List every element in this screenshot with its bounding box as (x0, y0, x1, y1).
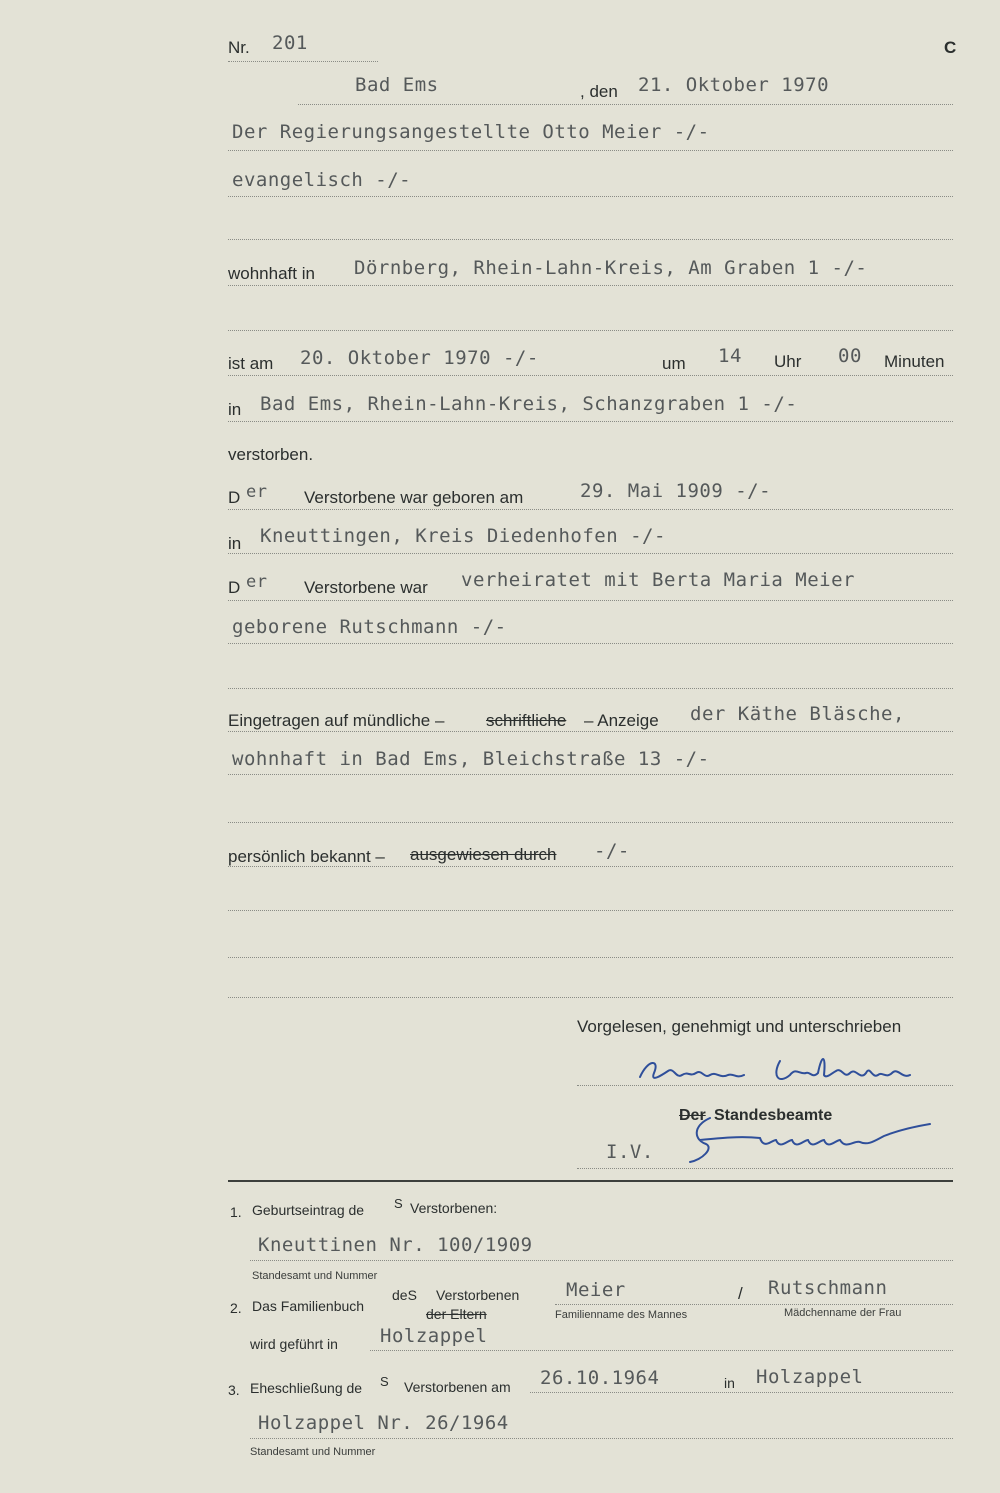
gefuehrt-value: Holzappel (380, 1325, 488, 1347)
geburtseintrag-label-a: Geburtseintrag de (252, 1202, 365, 1218)
marriage-label: Verstorbene war (304, 578, 428, 597)
marriage-in-label: in (724, 1375, 735, 1391)
husband-name: Meier (566, 1279, 626, 1301)
divider (250, 1438, 953, 1439)
divider (228, 600, 953, 601)
divider (228, 553, 953, 554)
death-date: 20. Oktober 1970 -/- (300, 347, 539, 369)
nr-value: 201 (272, 32, 308, 54)
wife-caption: Mädchenname der Frau (784, 1307, 902, 1319)
eheschliessung-label-a: Eheschließung de (250, 1380, 363, 1396)
vorgelesen-label: Vorgelesen, genehmigt und unterschrieben (577, 1017, 902, 1036)
uhr-label: Uhr (774, 352, 802, 371)
divider (228, 330, 953, 331)
registration-value-2: wohnhaft in Bad Ems, Bleichstraße 13 -/- (232, 748, 710, 770)
name-separator: / (738, 1284, 743, 1303)
verstorbenen-label: Verstorbenen (436, 1287, 520, 1303)
registration-strike: schriftliche (486, 711, 567, 730)
divider (228, 150, 953, 151)
divider (228, 421, 953, 422)
eheschliessung-value: Holzappel Nr. 26/1964 (258, 1412, 509, 1434)
divider (228, 61, 378, 62)
marriage-date: 26.10.1964 (540, 1367, 660, 1389)
divider (298, 104, 953, 105)
der-strike: Der (679, 1107, 706, 1124)
religion: evangelisch -/- (232, 169, 412, 191)
standesamt-caption-1: Standesamt und Nummer (252, 1270, 378, 1282)
marriage-prefix-d: D (228, 578, 241, 597)
birth-prefix-d: D (228, 488, 241, 507)
divider (555, 1304, 953, 1305)
death-hour: 14 (718, 345, 742, 367)
item-number-1: 1. (230, 1204, 242, 1220)
des-label: deS (392, 1287, 417, 1303)
registration-value-1: der Käthe Bläsche, (690, 703, 905, 725)
death-place: Bad Ems, Rhein-Lahn-Kreis, Schanzgraben 1 -/- (260, 393, 798, 415)
divider (370, 1350, 953, 1351)
birth-place: Kneuttingen, Kreis Diedenhofen -/- (260, 525, 666, 547)
ist-am-label: ist am (228, 354, 274, 373)
eltern-strike: der Eltern (426, 1306, 487, 1322)
known-strike: ausgewiesen durch (410, 845, 557, 864)
registration-label-a: Eingetragen auf mündliche – (228, 711, 445, 730)
wife-name: Rutschmann (768, 1277, 888, 1299)
minuten-label: Minuten (884, 352, 945, 371)
standesamt-caption-2: Standesamt und Nummer (250, 1446, 376, 1458)
divider (228, 196, 953, 197)
marriage-value-1: verheiratet mit Berta Maria Meier (461, 569, 855, 591)
marriage-prefix-er: er (246, 572, 268, 592)
known-value: -/- (594, 840, 630, 862)
in-label: in (228, 400, 242, 419)
standesbeamte-label: Standesbeamte (714, 1107, 833, 1124)
um-label: um (662, 354, 686, 373)
registration-label-b: – Anzeige (584, 711, 659, 730)
item-number-2: 2. (230, 1300, 242, 1316)
divider (228, 239, 953, 240)
marriage-place: Holzappel (756, 1366, 864, 1388)
verstorben-label: verstorben. (228, 445, 314, 464)
eheschliessung-s: S (380, 1374, 389, 1389)
birth-prefix-er: er (246, 482, 268, 502)
divider (228, 509, 953, 510)
familienbuch-label: Das Familienbuch (252, 1298, 365, 1314)
birth-in-label: in (228, 534, 242, 553)
divider (228, 822, 953, 823)
den-label: , den (580, 82, 618, 101)
person-line: Der Regierungsangestellte Otto Meier -/- (232, 121, 710, 143)
divider (228, 866, 953, 867)
geburtseintrag-label-b: Verstorbenen: (410, 1200, 498, 1216)
address: Dörnberg, Rhein-Lahn-Kreis, Am Graben 1 -/- (354, 257, 868, 279)
eheschliessung-label-b: Verstorbenen am (404, 1379, 511, 1395)
divider (577, 1168, 953, 1169)
divider (228, 957, 953, 958)
divider (228, 643, 953, 644)
divider (530, 1392, 953, 1393)
informant-signature (620, 1045, 940, 1095)
registrar-signature (680, 1110, 950, 1170)
item-number-3: 3. (228, 1382, 240, 1398)
place: Bad Ems (355, 74, 439, 96)
divider (577, 1085, 953, 1086)
section-rule (228, 1180, 953, 1182)
death-minutes: 00 (838, 345, 862, 367)
divider (228, 997, 953, 998)
known-label: persönlich bekannt – (228, 847, 385, 866)
divider (228, 688, 953, 689)
divider (228, 375, 953, 376)
divider (250, 1260, 953, 1261)
wohnhaft-label: wohnhaft in (228, 264, 315, 283)
divider (228, 731, 953, 732)
divider (228, 774, 953, 775)
husband-caption: Familienname des Mannes (555, 1309, 688, 1321)
divider (228, 285, 953, 286)
birth-date: 29. Mai 1909 -/- (580, 480, 772, 502)
birth-label: Verstorbene war geboren am (304, 488, 524, 507)
gefuehrt-label: wird geführt in (250, 1336, 338, 1352)
geburtseintrag-value: Kneuttinen Nr. 100/1909 (258, 1234, 533, 1256)
iv-label: I.V. (606, 1141, 654, 1163)
geburtseintrag-s: S (394, 1196, 403, 1211)
divider (228, 910, 953, 911)
corner-letter: C (944, 38, 957, 57)
document-date: 21. Oktober 1970 (638, 74, 830, 96)
nr-label: Nr. (228, 38, 250, 57)
marriage-value-2: geborene Rutschmann -/- (232, 616, 507, 638)
